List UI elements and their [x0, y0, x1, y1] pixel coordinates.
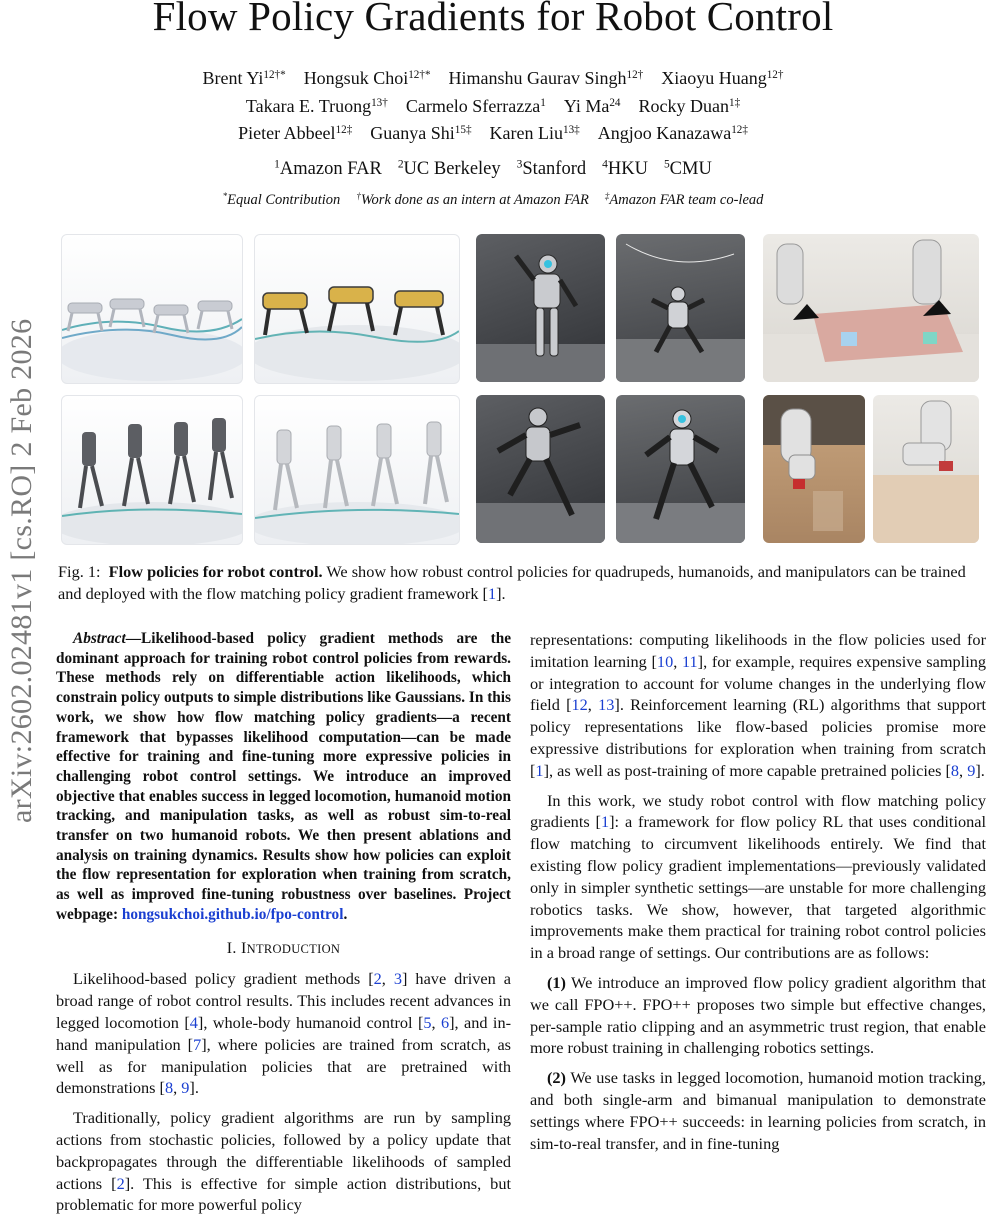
citation-link[interactable]: 2: [116, 1173, 125, 1193]
author-line-3: [0, 123, 986, 144]
author-superscript: 13‡: [563, 123, 580, 136]
citation-link[interactable]: 7: [193, 1034, 202, 1054]
author-name: Takara E. Truong$^{13\dagger}$: [245, 96, 388, 116]
author-superscript: 12‡: [335, 123, 353, 136]
figure-caption-bold: Flow policies for robot control.: [108, 562, 323, 581]
figure-caption-text: We show how robust control policies for quadrupeds, humanoids, and manipulators can be trained and deployed with the flow matching policy gradient framework [: [58, 562, 966, 603]
paper-title: Flow Policy Gradients for Robot Control: [152, 0, 834, 39]
figure-panel-humanoid-real-2: [616, 234, 745, 382]
citation-link[interactable]: 11: [681, 651, 698, 671]
figure-panel-humanoid-real-4: [616, 395, 745, 543]
note-symbol: †: [356, 191, 361, 202]
paragraph: (1) We introduce an improved flow policy gradient algorithm that we call FPO++. FPO++ proposes two simple but effective changes, per-sample ratio clipping and an asymmetric trust region, that enable more robust training in challenging robotics settings.: [530, 972, 986, 1058]
author-name: Pieter Abbeel$^{12\ddagger}$: [238, 123, 353, 143]
author-superscript: 1: [540, 96, 546, 109]
author-name: Carmelo Sferrazza$^1$: [405, 96, 546, 116]
paragraph: In this work, we study robot control with flow matching policy gradients [1]: a framework for flow policy RL that uses conditional flow matching to circumvent likelihoods entirely. We find that existing flow policy gradient implementations—previously validated only in simpler synthetic settings—are unstable for more challenging robotics tasks. We show, however, that targeted algorithmic improvements make them practical for training robot control policies in a broad range of settings. Our contributions are as follows:: [530, 790, 986, 963]
author-line-1: [0, 68, 986, 89]
citation-link[interactable]: 13: [598, 695, 615, 715]
figure-panel-arm-real: [763, 395, 865, 543]
figure-panel-bimanual-sim: [763, 234, 979, 382]
affiliation: $^3$Stanford: [516, 158, 587, 179]
author-name: Karen Liu$^{13\ddagger}$: [489, 123, 580, 143]
author-name: Brent $Yi^{12\dagger*}$: [202, 68, 286, 88]
affiliation: $^1$Amazon FAR: [274, 158, 382, 179]
citation-link[interactable]: 1: [487, 584, 497, 603]
abstract: Abstract—Likelihood-based policy gradient methods are the dominant approach for training robot control policies from rewards. These methods rely on differentiable action likelihoods, which constrain policy outputs to simple distributions like Gaussians. In this work, we show how flow matching policy gradients—a recent framework that bypasses likelihood computation—can be made effective for training and fine-tuning more expressive policies in challenging robot control settings. We introduce an improved objective that enables success in legged locomotion, humanoid motion tracking, and manipulation tasks, as well as robust sim-to-real transfer on two humanoid robots. We then present ablations and analysis on training dynamics. Results show how policies can exploit the flow representation for exploration when training from scratch, as well as improved fine-tuning robustness over baselines. Project webpage: hongsukchoi.github.io/fpo-control.: [56, 630, 511, 923]
author-note: ‡Amazon FAR team co-lead: [604, 191, 764, 208]
introduction-paragraphs: [56, 968, 511, 1216]
section-heading-introduction: I. INTRODUCTION: [226, 939, 341, 957]
arxiv-stamp: arXiv:2602.02481v1 [cs.RO] 2 Feb 2026: [5, 318, 38, 823]
affiliation-superscript: 5: [663, 158, 670, 171]
contribution-number: (2): [547, 1068, 566, 1088]
citation-link[interactable]: 4: [189, 1012, 198, 1032]
paragraph: Likelihood-based policy gradient methods [2, 3] have driven a broad range of robot control results. This includes recent advances in legged locomotion [4], whole-body humanoid control [5, 6], and in-hand manipulation [7], where policies are trained from scratch, as well as for manipulation policies that are pretrained with demonstrations [8, 9].: [56, 969, 512, 1098]
citation-link[interactable]: 2: [373, 969, 382, 989]
affiliation-superscript: 1: [274, 158, 280, 171]
affiliation-superscript: 2: [397, 158, 404, 171]
author-name: Guanya Shi$^{15\ddagger}$: [370, 123, 472, 143]
citation-link[interactable]: 12: [571, 695, 588, 715]
author-superscript: 12†: [766, 68, 784, 81]
citation-link[interactable]: 8: [164, 1078, 174, 1098]
author-superscript: 13†: [371, 96, 388, 109]
author-name: Himanshu Gaurav Singh$^{12\dagger}$: [448, 68, 644, 88]
paragraph: representations: computing likelihoods in the flow policies used for imitation learning [10, 11], for example, requires expensive sampling or integration to account for volume changes in the underlying flow field [12, 13]. Reinforcement learning (RL) algorithms that support policy representations like flow-based policies promise more expressive distributions for exploration when training from scratch [1], as well as post-training of more capable pretrained policies [8, 9].: [530, 630, 986, 780]
citation-link[interactable]: 8: [950, 760, 960, 780]
affiliation: $^4$HKU: [602, 158, 648, 179]
author-note: †Work done as an intern at Amazon FAR: [356, 191, 589, 208]
citation-link[interactable]: 3: [393, 969, 402, 989]
paragraph: Traditionally, policy gradient algorithms are run by sampling actions from stochastic policies, followed by a policy update that backpropagates through the differentiable likelihoods of sampled actions [2]. This is effective for simple action distributions, but problematic for more powerful policy: [56, 1108, 511, 1215]
affiliation: $^2$UC Berkeley: [397, 158, 501, 179]
author-name: Angjoo Kanazawa$^{12\ddagger}$: [597, 123, 748, 143]
author-superscript: 12†*: [263, 68, 286, 81]
figure-panel-humanoid-real-3: [476, 395, 605, 543]
affiliation-superscript: 4: [602, 158, 608, 171]
affiliations: [0, 159, 986, 180]
note-symbol: ‡: [604, 191, 610, 202]
author-superscript: 24: [609, 96, 621, 109]
right-paragraphs: [530, 629, 986, 1154]
note-symbol: *: [222, 191, 228, 202]
citation-link[interactable]: 1: [600, 812, 610, 832]
citation-link[interactable]: 5: [423, 1012, 432, 1032]
author-superscript: 1‡: [728, 96, 741, 109]
author-line-2: [0, 96, 986, 117]
author-superscript: 12†: [626, 68, 644, 81]
author-name: Rocky Duan$^{1\ddagger}$: [638, 96, 741, 116]
author-superscript: 12†*: [408, 68, 431, 81]
figure-panel-humanoid-sim-light: [254, 395, 460, 545]
citation-link[interactable]: 9: [967, 760, 976, 780]
author-superscript: 15‡: [454, 123, 472, 136]
author-name: Yi Ma$^{24}$: [563, 96, 621, 116]
author-name: Hongsuk Choi$^{12\dagger*}$: [303, 68, 431, 88]
citation-link[interactable]: 9: [181, 1078, 190, 1098]
left-column: [56, 629, 511, 1216]
figure-caption: Fig. 1: Flow policies for robot control. We show how robust control policies for quadrupeds, humanoids, and manipulators can be trained and deployed with the flow matching policy gradient framework [1].: [58, 562, 966, 603]
figure-panel-humanoid-sim-dark: [61, 395, 243, 545]
figure-panel-quadruped-sim: [61, 234, 243, 384]
abstract-lead: Abstract: [73, 630, 126, 647]
citation-link[interactable]: 1: [535, 760, 544, 780]
author-notes: [0, 192, 986, 209]
contribution-number: (1): [547, 972, 566, 992]
author-name: Xiaoyu Huang$^{12\dagger}$: [661, 68, 784, 88]
figure-panel-spot-sim: [254, 234, 460, 384]
figure-panel-humanoid-real-1: [476, 234, 605, 382]
citation-link[interactable]: 6: [441, 1012, 450, 1032]
paragraph: (2) We use tasks in legged locomotion, humanoid motion tracking, and both single-arm and bimanual manipulation to demonstrate settings where FPO++ succeeds: in learning policies from scratch, in sim-to-real transfer, and in fine-tuning: [530, 1068, 986, 1153]
affiliation: $^5$CMU: [663, 158, 712, 179]
author-note: *Equal Contribution: [222, 191, 341, 208]
figure-label: Fig. 1:: [58, 562, 101, 581]
affiliation-superscript: 3: [516, 158, 523, 171]
abstract-text: —Likelihood-based policy gradient methods are the dominant approach for training robot control policies from rewards. These methods rely on differentiable action likelihoods, which constrain policy outputs to simple distributions like Gaussians. In this work, we show how flow matching policy gradients—a recent framework that bypasses likelihood computation—can be made effective for training and fine-tuning more expressive policies in challenging robot control settings. We introduce an improved objective that enables success in legged locomotion, humanoid motion tracking, and manipulation tasks, as well as robust sim-to-real transfer on two humanoid robots. We then present ablations and analysis on training dynamics. Results show how policies can exploit the flow representation for exploration when training from scratch, as well as improved fine-tuning robustness over baselines. Project webpage:: [56, 630, 511, 923]
project-webpage-link[interactable]: hongsukchoi.github.io/fpo-control: [121, 905, 344, 923]
figure-panel-arm-sim: [873, 395, 979, 543]
right-column: [530, 629, 986, 1154]
author-superscript: 12‡: [731, 123, 748, 136]
citation-link[interactable]: 10: [656, 651, 674, 671]
